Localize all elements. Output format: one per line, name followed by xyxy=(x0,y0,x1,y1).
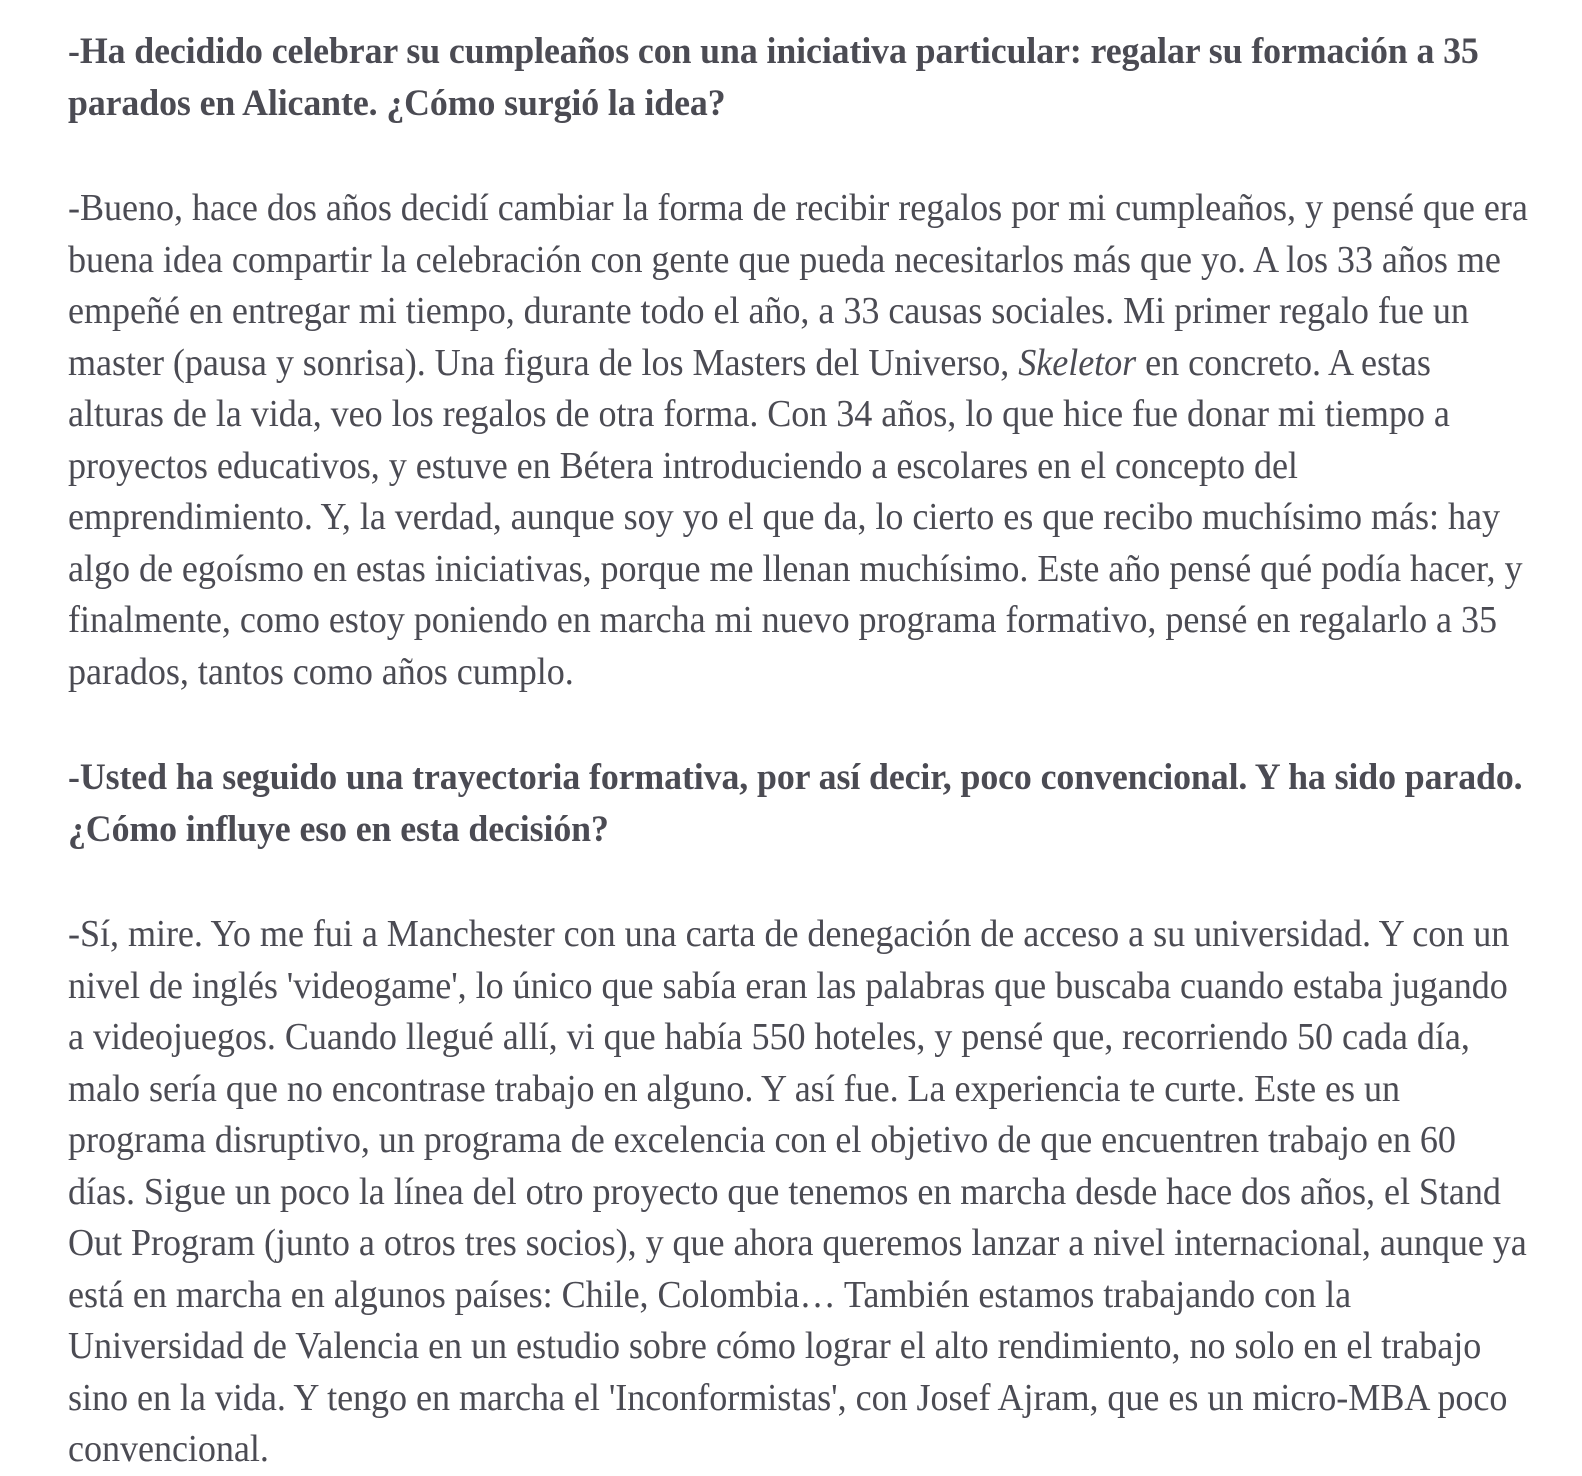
answer-1-text-before-italic: -Bueno, hace dos años decidí cambiar la forma de recibir regalos por mi cumpleaños, y pensé que era buena idea compartir la celebración con gente que pueda necesitarlos más que yo. A los 33 años me empeñé en entregar mi tiempo, durante todo el año, a 33 causas sociales. Mi primer regalo fue un master (pausa y sonrisa). Una figura de los Masters del Universo, xyxy=(68,187,1528,384)
spacer-answer-question-1 xyxy=(68,698,1530,752)
answer-1-text-after-italic: en concreto. A estas alturas de la vida, veo los regalos de otra forma. Con 34 años, lo que hice fue donar mi tiempo a proyectos educativos, y estuve en Bétera introduciendo a escolares en el concepto del emprendimiento. Y, la verdad, aunque soy yo el que da, lo cierto es que recibo muchísimo más: hay algo de egoísmo en estas iniciativas, porque me llenan muchísimo. Este año pensé qué podía hacer, y finalmente, como estoy poniendo en marcha mi nuevo programa formativo, pensé en regalarlo a 35 parados, tantos como años cumplo. xyxy=(68,341,1523,693)
spacer-question-answer-1 xyxy=(68,130,1530,183)
interview-question-2: -Usted ha seguido una trayectoria formativa, por así decir, poco convencional. Y ha sido parado. ¿Cómo influye eso en esta decisión? xyxy=(68,757,1523,850)
interview-question-1: -Ha decidido celebrar su cumpleaños con una iniciativa particular: regalar su formación a 35 parados en Alicante. ¿Cómo surgió la idea? xyxy=(68,31,1479,124)
spacer-question-answer-2 xyxy=(68,856,1530,909)
answer-1-italic-term: Skeletor xyxy=(1018,341,1137,384)
interview-answer-1 xyxy=(68,183,1529,698)
interview-answer-2: -Sí, mire. Yo me fui a Manchester con una carta de denegación de acceso a su universidad. Y con un nivel de inglés 'videogame', lo único que sabía eran las palabras que buscaba cuando estaba jugando a videojuegos. Cuando llegué allí, vi que había 550 hoteles, y pensé que, recorriendo 50 cada día, malo sería que no encontrase trabajo en alguno. Y así fue. La experiencia te curte. Este es un programa disruptivo, un programa de excelencia con el objetivo de que encuentren trabajo en 60 días. Sigue un poco la línea del otro proyecto que tenemos en marcha desde hace dos años, el Stand Out Program (junto a otros tres socios), y que ahora queremos lanzar a nivel internacional, aunque ya está en marcha en algunos países: Chile, Colombia… También estamos trabajando con la Universidad de Valencia en un estudio sobre cómo lograr el alto rendimiento, no solo en el trabajo sino en la vida. Y tengo en marcha el 'Inconformistas', con Josef Ajram, que es un micro-MBA poco convencional. xyxy=(68,913,1527,1470)
